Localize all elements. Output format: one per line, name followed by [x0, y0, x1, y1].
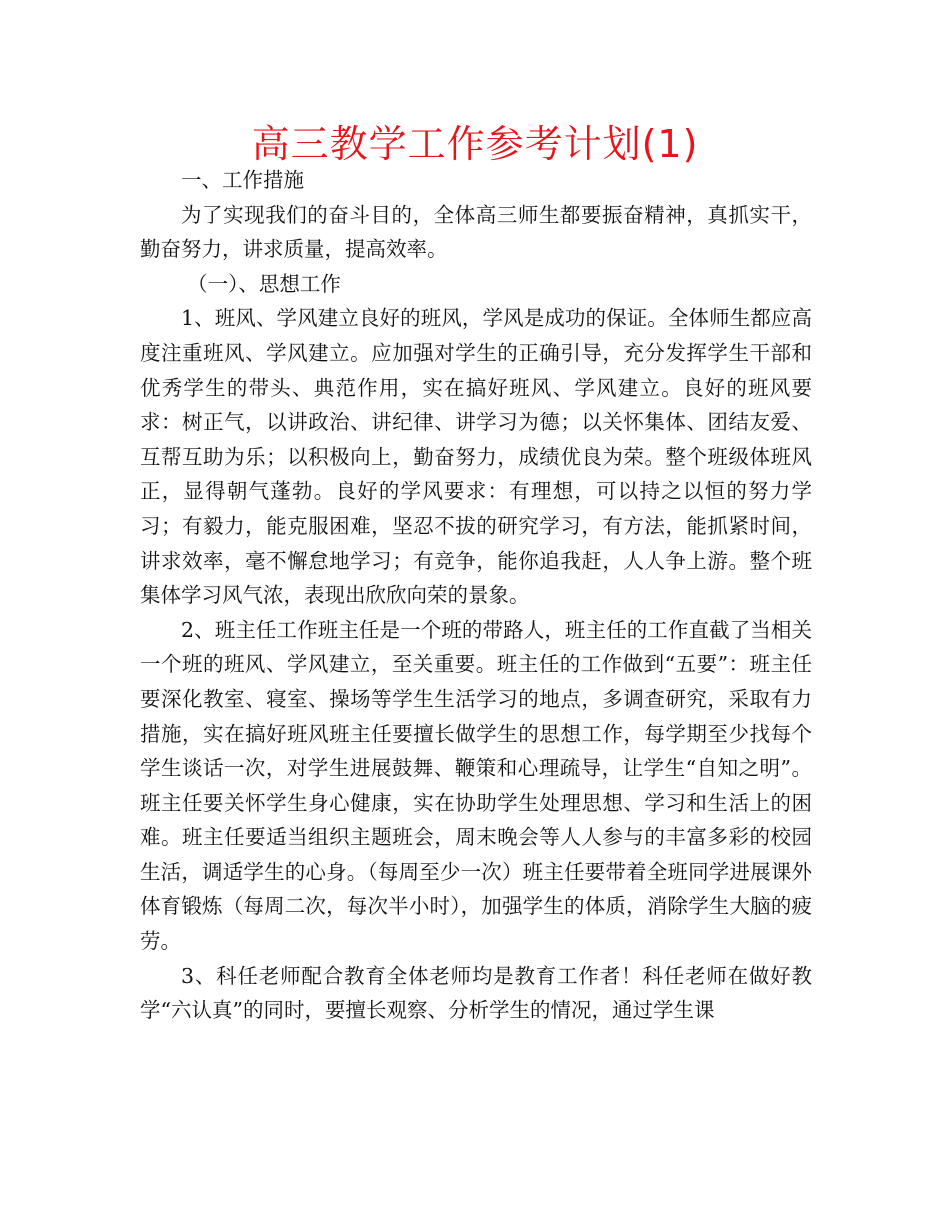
document-body	[140, 163, 812, 1028]
paragraph-class-style: 1、班风、学风建立良好的班风，学风是成功的保证。全体师生都应高度注重班风、学风建立。应加强对学生的正确引导，充分发挥学生干部和优秀学生的带头、典范作用，实在搞好班风、学风建立。良好的班风要求：树正气，以讲政治、讲纪律、讲学习为德；以关怀集体、团结友爱、互帮互助为乐；以积极向上，勤奋努力，成绩优良为荣。整个班级体班风正，显得朝气蓬勃。良好的学风要求：有理想，可以持之以恒的努力学习；有毅力，能克服困难，坚忍不拔的研究学习，有方法，能抓紧时间，讲求效率，毫不懈怠地学习；有竞争，能你追我赶，人人争上游。整个班集体学习风气浓，表现出欣欣向荣的景象。	[140, 306, 812, 608]
document-title: 高三教学工作参考计划(1)	[251, 122, 699, 166]
paragraph-intro: 为了实现我们的奋斗目的，全体高三师生都要振奋精神，真抓实干，勤奋努力，讲求质量，提高效率。	[140, 202, 812, 262]
section-heading-work-measures: 一、工作措施	[181, 168, 304, 192]
subsection-heading-ideology: （一）、思想工作	[187, 271, 341, 296]
paragraph-subject-teachers: 3、科任老师配合教育全体老师均是教育工作者！科任老师在做好教学“六认真”的同时，要擅长观察、分析学生的情况，通过学生课	[140, 963, 812, 1023]
paragraph-head-teacher: 2、班主任工作班主任是一个班的带路人，班主任的工作直截了当相关一个班的班风、学风建立，至关重要。班主任的工作做到“五要”：班主任要深化教室、寝室、操场等学生生活学习的地点，多调查研究，采取有力措施，实在搞好班风班主任要擅长做学生的思想工作，每学期至少找每个学生谈话一次，对学生进展鼓舞、鞭策和心理疏导，让学生“自知之明”。班主任要关怀学生身心健康，实在协助学生处理思想、学习和生活上的困难。班主任要适当组织主题班会，周末晚会等人人参与的丰富多彩的校园生活，调适学生的心身。（每周至少一次）班主任要带着全班同学进展课外体育锻炼（每周二次，每次半小时），加强学生的体质，消除学生大脑的疲劳。	[140, 617, 812, 954]
